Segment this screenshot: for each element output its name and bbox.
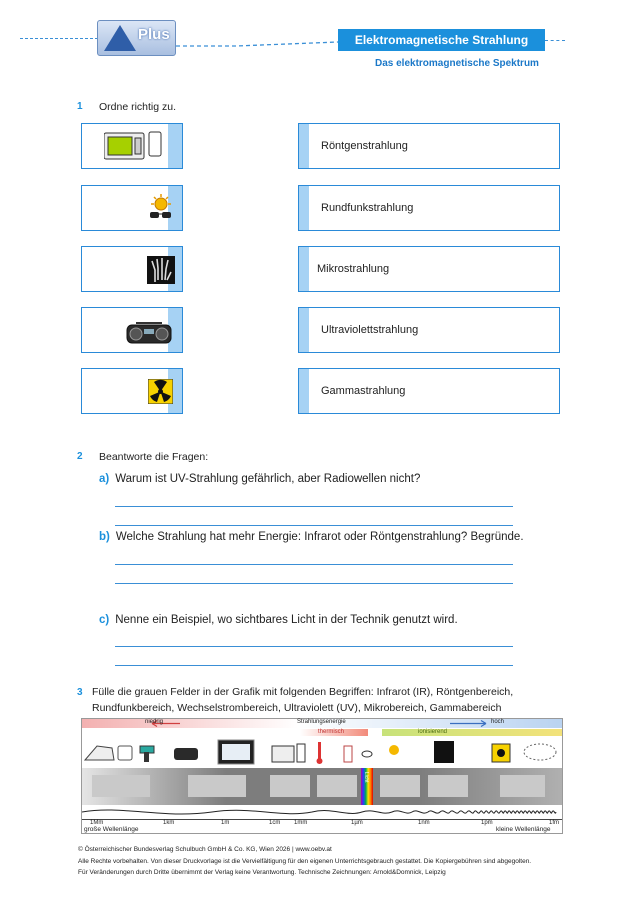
thermal-label: thermisch [318, 729, 345, 735]
radio-icon [126, 317, 172, 345]
task1-number: 1 [77, 101, 83, 112]
worksheet-subtitle: Das elektromagnetische Spektrum [375, 58, 539, 69]
question-letter: a) [99, 473, 110, 485]
task2-number: 2 [77, 451, 83, 462]
task3-number: 3 [77, 687, 83, 698]
ionizing-label: ionisierend [418, 729, 448, 735]
xray-hand-icon [147, 256, 175, 284]
question-text: Nenne ein Beispiel, wo sichtbares Licht in der Technik genutzt wird. [115, 614, 458, 626]
question-a [99, 473, 420, 485]
microwave-icon [272, 744, 305, 762]
header-dash-left [20, 38, 98, 39]
answer-field-grey[interactable] [188, 775, 246, 797]
eye-icon [362, 751, 372, 757]
large-wavelength-caption: große Wellenlänge [84, 826, 139, 833]
answer-line[interactable] [115, 564, 513, 565]
answer-field-grey[interactable] [380, 775, 420, 797]
answer-field-grey[interactable] [317, 775, 357, 797]
answer-line[interactable] [115, 583, 513, 584]
question-c [99, 614, 458, 626]
galaxy-icon [524, 744, 556, 760]
scale-label-1mm: 1mm [294, 820, 308, 826]
task3-instruction-line1: Fülle die grauen Felder in der Grafik mit folgenden Begriffen: Infrarot (IR), Röntgenbereich, [92, 686, 514, 698]
footer-rights: Alle Rechte vorbehalten. Von dieser Druckvorlage ist die Vervielfältigung für den eigenen Unterrichtsgebrauch gestattet. Die Kopiergebühren sind abgegolten. [78, 858, 532, 865]
question-b [99, 531, 524, 543]
answer-line[interactable] [115, 525, 513, 526]
label-box-2[interactable] [298, 185, 560, 231]
image-box-5[interactable] [81, 368, 183, 414]
answer-field-grey[interactable] [270, 775, 310, 797]
wavelength-wave [82, 805, 562, 819]
box-strip [168, 124, 182, 168]
radiation-icon [148, 379, 173, 404]
sun-icon [389, 745, 399, 755]
scale-label-1nm: 1nm [418, 820, 430, 826]
energy-low-label: niedrig [145, 719, 164, 725]
train-icon [85, 746, 114, 760]
logo-triangle-icon [104, 25, 136, 51]
energy-label: Strahlungsenergie [297, 719, 346, 725]
label-box-1[interactable] [298, 123, 560, 169]
xray-icon [434, 741, 454, 763]
label-box-3[interactable] [298, 246, 560, 292]
logo-text: Plus [138, 26, 170, 43]
scale-label-1pm: 1pm [481, 820, 493, 826]
label-text: Röntgenstrahlung [321, 140, 408, 152]
answer-line[interactable] [115, 665, 513, 666]
image-box-3[interactable] [81, 246, 183, 292]
energy-high-label: hoch [491, 719, 505, 725]
question-letter: c) [99, 614, 110, 626]
spectrum-device-icons [82, 736, 562, 768]
label-box-4[interactable] [298, 307, 560, 353]
plus-logo [97, 20, 176, 56]
answer-line[interactable] [115, 646, 513, 647]
microwave-phone-icon [104, 130, 164, 162]
visible-light-label: Licht [363, 772, 369, 783]
image-box-1[interactable] [81, 123, 183, 169]
box-strip [299, 247, 309, 291]
task2-instruction: Beantworte die Fragen: [99, 451, 209, 463]
question-text: Warum ist UV-Strahlung gefährlich, aber Radiowellen nicht? [115, 473, 421, 485]
heater-icon [344, 746, 352, 762]
task3-instruction-line2: Rundfunkbereich, Wechselstrombereich, Ultraviolett (UV), Mikrobereich, Gammabereich [92, 702, 502, 714]
tv-icon [218, 740, 254, 764]
answer-field-grey[interactable] [92, 775, 150, 797]
question-letter: b) [99, 531, 110, 543]
scale-label-1fm: 1fm [549, 820, 560, 826]
answer-field-grey[interactable] [428, 775, 468, 797]
header-dash-right [545, 40, 565, 41]
socket-icon [118, 746, 132, 760]
scale-label-1Mm: 1Mm [90, 820, 104, 826]
box-strip [299, 308, 309, 352]
box-strip [299, 369, 309, 413]
image-box-4[interactable] [81, 307, 183, 353]
radio-icon [174, 748, 198, 760]
label-text: Gammastrahlung [321, 385, 406, 397]
radiation-icon [492, 744, 510, 762]
scale-label-1um: 1µm [351, 820, 363, 826]
label-text: Rundfunkstrahlung [321, 202, 414, 214]
answer-field-grey[interactable] [500, 775, 545, 797]
drill-icon [140, 746, 154, 762]
worksheet-title: Elektromagnetische Strahlung [338, 29, 545, 51]
image-box-2[interactable] [81, 185, 183, 231]
header-dash-middle [176, 26, 346, 50]
small-wavelength-caption: kleine Wellenlänge [496, 826, 551, 833]
ionizing-bar [382, 729, 562, 736]
answer-line[interactable] [115, 506, 513, 507]
scale-label-1m: 1m [221, 820, 230, 826]
scale-label-1km: 1km [163, 820, 175, 826]
label-text: Mikrostrahlung [317, 263, 390, 275]
footer-copyright: © Österreichischer Bundesverlag Schulbuch GmbH & Co. KG, Wien 2026 | www.oebv.at [78, 846, 332, 853]
sun-sunglasses-icon [148, 194, 174, 224]
box-strip [299, 186, 309, 230]
thermometer-icon [317, 742, 323, 764]
box-strip [299, 124, 309, 168]
question-text: Welche Strahlung hat mehr Energie: Infrarot oder Röntgenstrahlung? Begründe. [115, 531, 524, 543]
label-box-5[interactable] [298, 368, 560, 414]
task1-instruction: Ordne richtig zu. [99, 101, 177, 113]
footer-credits: Für Veränderungen durch Dritte übernimmt der Verlag keine Verantwortung. Technische Zeichnungen: Arnold&Domnick, Leipzig [78, 869, 446, 876]
label-text: Ultraviolettstrahlung [321, 324, 419, 336]
scale-label-1cm: 1cm [269, 820, 281, 826]
